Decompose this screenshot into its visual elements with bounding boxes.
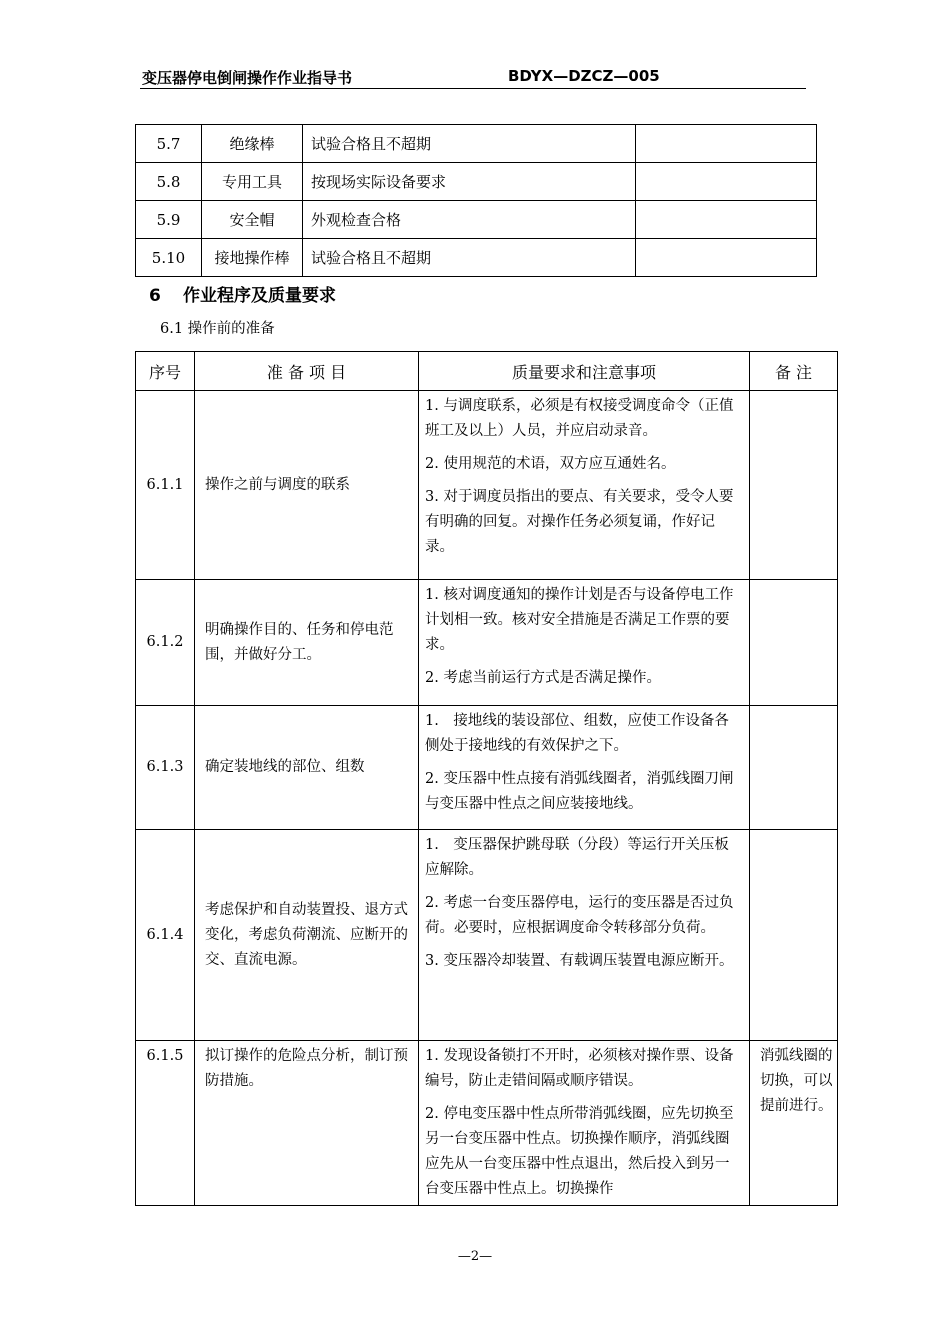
row-note bbox=[750, 580, 838, 706]
table-row bbox=[136, 125, 817, 163]
row-no: 6.1.3 bbox=[136, 706, 195, 830]
requirement-text: 3. 对于调度员指出的要点、有关要求，受令人要有明确的回复。对操作任务必须复诵，作好记录。 bbox=[425, 489, 734, 555]
row-requirements bbox=[419, 580, 750, 706]
row-note bbox=[750, 706, 838, 830]
header-item: 准 备 项 目 bbox=[195, 352, 419, 391]
tool-remark bbox=[636, 125, 817, 163]
row-requirements bbox=[419, 1041, 750, 1206]
row-item: 考虑保护和自动装置投、退方式变化，考虑负荷潮流、应断开的交、直流电源。 bbox=[195, 830, 419, 1041]
tool-name: 专用工具 bbox=[202, 163, 303, 201]
row-item: 明确操作目的、任务和停电范围，并做好分工。 bbox=[195, 580, 419, 706]
tool-no: 5.8 bbox=[136, 163, 202, 201]
page-number: —2— bbox=[457, 1249, 493, 1264]
prep-table bbox=[135, 351, 838, 1206]
row-no: 6.1.4 bbox=[136, 830, 195, 1041]
tool-name: 绝缘棒 bbox=[202, 125, 303, 163]
table-row bbox=[136, 706, 838, 830]
tool-remark bbox=[636, 201, 817, 239]
requirement-text: 2. 变压器中性点接有消弧线圈者，消弧线圈刀闸与变压器中性点之间应装接地线。 bbox=[425, 771, 734, 812]
requirement-text: 2. 使用规范的术语，双方应互通姓名。 bbox=[425, 456, 676, 472]
header-no: 序号 bbox=[136, 352, 195, 391]
requirement-text: 1. 发现设备锁打不开时，必须核对操作票、设备编号，防止走错间隔或顺序错误。 bbox=[425, 1048, 734, 1089]
requirement-text: 1. 变压器保护跳母联（分段）等运行开关压板应解除。 bbox=[425, 837, 729, 878]
table-row bbox=[136, 1041, 838, 1206]
tools-table bbox=[135, 124, 817, 277]
tool-requirement: 按现场实际设备要求 bbox=[303, 163, 636, 201]
row-no: 6.1.5 bbox=[136, 1041, 195, 1206]
requirement-text: 2. 考虑当前运行方式是否满足操作。 bbox=[425, 670, 661, 686]
row-item: 确定装地线的部位、组数 bbox=[195, 706, 419, 830]
row-no: 6.1.1 bbox=[136, 391, 195, 580]
table-row bbox=[136, 239, 817, 277]
row-note: 消弧线圈的切换，可以提前进行。 bbox=[750, 1041, 838, 1206]
page-header bbox=[140, 66, 806, 89]
tool-name: 接地操作棒 bbox=[202, 239, 303, 277]
row-requirements bbox=[419, 706, 750, 830]
row-note bbox=[750, 391, 838, 580]
table-header-row bbox=[136, 352, 838, 391]
requirement-text: 1. 核对调度通知的操作计划是否与设备停电工作计划相一致。核对安全措施是否满足工作票的要求。 bbox=[425, 587, 734, 653]
section-title: 作业程序及质量要求 bbox=[183, 286, 336, 306]
requirement-text: 1. 与调度联系，必须是有权接受调度命令（正值班工及以上）人员，并应启动录音。 bbox=[425, 398, 734, 439]
tool-no: 5.7 bbox=[136, 125, 202, 163]
document-code: BDYX—DZCZ—005 bbox=[508, 67, 660, 85]
row-item: 拟订操作的危险点分析，制订预防措施。 bbox=[195, 1041, 419, 1206]
requirement-text: 2. 停电变压器中性点所带消弧线圈，应先切换至另一台变压器中性点。切换操作顺序，消弧线圈应先从一台变压器中性点退出，然后投入到另一台变压器中性点上。切换操作 bbox=[425, 1106, 734, 1197]
table-row bbox=[136, 163, 817, 201]
subsection-heading: 6.1 操作前的准备 bbox=[160, 321, 275, 337]
row-item: 操作之前与调度的联系 bbox=[195, 391, 419, 580]
row-requirements bbox=[419, 391, 750, 580]
requirement-text: 2. 考虑一台变压器停电，运行的变压器是否过负荷。必要时，应根据调度命令转移部分负荷。 bbox=[425, 895, 734, 936]
header-requirement: 质量要求和注意事项 bbox=[419, 352, 750, 391]
tool-requirement: 试验合格且不超期 bbox=[303, 239, 636, 277]
tool-remark bbox=[636, 163, 817, 201]
tool-no: 5.10 bbox=[136, 239, 202, 277]
header-note: 备 注 bbox=[750, 352, 838, 391]
tool-requirement: 试验合格且不超期 bbox=[303, 125, 636, 163]
tool-remark bbox=[636, 239, 817, 277]
row-no: 6.1.2 bbox=[136, 580, 195, 706]
section-number: 6 bbox=[149, 286, 161, 306]
table-row bbox=[136, 201, 817, 239]
row-requirements bbox=[419, 830, 750, 1041]
table-row bbox=[136, 391, 838, 580]
tool-no: 5.9 bbox=[136, 201, 202, 239]
requirement-text: 3. 变压器冷却装置、有载调压装置电源应断开。 bbox=[425, 953, 734, 969]
document-title: 变压器停电倒闸操作作业指导书 bbox=[142, 69, 353, 87]
requirement-text: 1. 接地线的装设部位、组数，应使工作设备各侧处于接地线的有效保护之下。 bbox=[425, 713, 729, 754]
section-heading bbox=[149, 281, 336, 306]
tool-requirement: 外观检查合格 bbox=[303, 201, 636, 239]
table-row bbox=[136, 830, 838, 1041]
table-row bbox=[136, 580, 838, 706]
tool-name: 安全帽 bbox=[202, 201, 303, 239]
row-note bbox=[750, 830, 838, 1041]
